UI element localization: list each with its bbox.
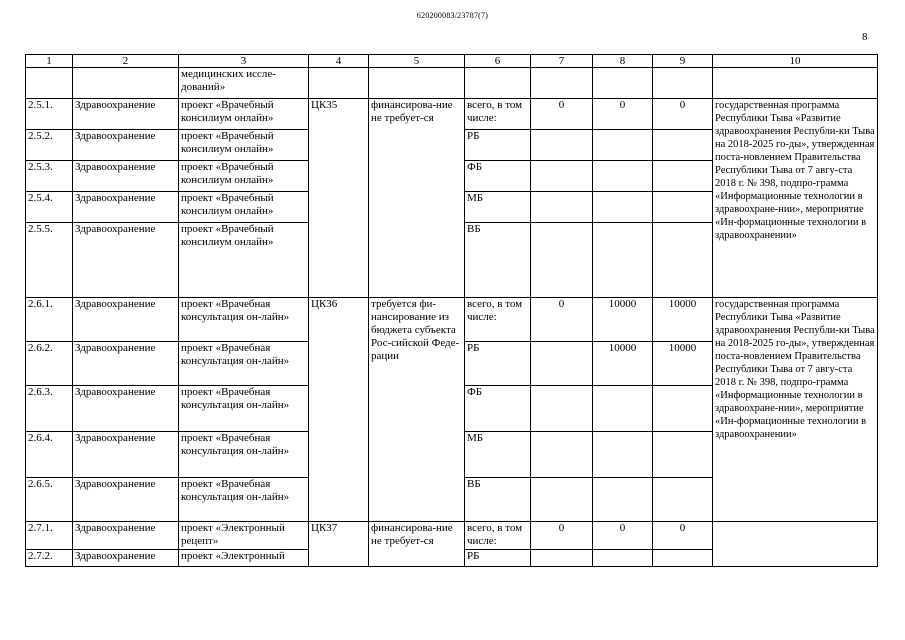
cell <box>713 68 878 99</box>
value-cell: 0 <box>593 522 653 550</box>
value-cell <box>653 130 713 161</box>
column-header: 8 <box>593 55 653 68</box>
value-cell: 0 <box>653 99 713 130</box>
column-header: 6 <box>465 55 531 68</box>
value-cell <box>531 192 593 223</box>
row-number: 2.6.2. <box>26 342 73 386</box>
source-cell: РБ <box>465 130 531 161</box>
cell <box>593 68 653 99</box>
project-cell: проект «Врачебный консилиум онлайн» <box>179 223 309 298</box>
value-cell: 10000 <box>593 342 653 386</box>
sector-cell: Здравоохранение <box>73 432 179 478</box>
program-cell: государственная программа Республики Тыва «Развитие здравоохранения Республи-ки Тыва на 2018-2025 го-ды», утвержденная поста-новлением Правительства Республики Тыва от 7 авгу-ста 2018 г. № 398, подпро-грамма «Информационные технологии в здравоохране-нии», мероприятие «Ин-формационные технологии в здравоохранении» <box>713 99 878 298</box>
value-cell <box>593 550 653 567</box>
value-cell <box>593 192 653 223</box>
target-code-cell: ЦК36 <box>309 298 369 522</box>
row-number: 2.7.1. <box>26 522 73 550</box>
sector-cell: Здравоохранение <box>73 386 179 432</box>
cell <box>653 68 713 99</box>
sector-cell: Здравоохранение <box>73 99 179 130</box>
source-cell: ВБ <box>465 223 531 298</box>
cell <box>73 68 179 99</box>
cell <box>26 68 73 99</box>
budget-table <box>25 54 878 567</box>
column-header: 3 <box>179 55 309 68</box>
target-code-cell: ЦК37 <box>309 522 369 567</box>
column-header: 10 <box>713 55 878 68</box>
financing-cell: финансирова-ние не требует-ся <box>369 99 465 298</box>
source-cell: МБ <box>465 432 531 478</box>
value-cell <box>593 386 653 432</box>
value-cell <box>593 130 653 161</box>
row-number: 2.6.1. <box>26 298 73 342</box>
sector-cell: Здравоохранение <box>73 478 179 522</box>
project-cell: проект «Врачебная консультация он-лайн» <box>179 342 309 386</box>
value-cell <box>593 223 653 298</box>
row-number: 2.5.5. <box>26 223 73 298</box>
source-cell: всего, в том числе: <box>465 522 531 550</box>
column-header: 7 <box>531 55 593 68</box>
sector-cell: Здравоохранение <box>73 342 179 386</box>
project-cell: проект «Врачебная консультация он-лайн» <box>179 386 309 432</box>
financing-cell: требуется фи-нансирование из бюджета субъекта Рос-сийской Феде-рации <box>369 298 465 522</box>
sector-cell: Здравоохранение <box>73 161 179 192</box>
column-header: 9 <box>653 55 713 68</box>
value-cell <box>531 161 593 192</box>
value-cell <box>531 223 593 298</box>
cell <box>465 68 531 99</box>
project-cell: медицинских иссле-дований» <box>179 68 309 99</box>
value-cell: 10000 <box>653 342 713 386</box>
value-cell: 0 <box>653 522 713 550</box>
value-cell <box>593 478 653 522</box>
sector-cell: Здравоохранение <box>73 522 179 550</box>
value-cell <box>531 342 593 386</box>
sector-cell: Здравоохранение <box>73 550 179 567</box>
row-number: 2.5.1. <box>26 99 73 130</box>
value-cell: 0 <box>531 298 593 342</box>
source-cell: ФБ <box>465 161 531 192</box>
program-cell: государственная программа Республики Тыва «Развитие здравоохранения Республи-ки Тыва на 2018-2025 го-ды», утвержденная поста-новлением Правительства Республики Тыва от 7 авгу-ста 2018 г. № 398, подпро-грамма «Информационные технологии в здравоохране-нии», мероприятие «Ин-формационные технологии в здравоохранении» <box>713 298 878 522</box>
value-cell <box>653 550 713 567</box>
sector-cell: Здравоохранение <box>73 223 179 298</box>
row-number: 2.5.3. <box>26 161 73 192</box>
table-row <box>26 298 878 342</box>
row-number: 2.5.2. <box>26 130 73 161</box>
column-header: 2 <box>73 55 179 68</box>
source-cell: РБ <box>465 550 531 567</box>
table-row <box>26 99 878 130</box>
row-number: 2.7.2. <box>26 550 73 567</box>
cell <box>531 68 593 99</box>
value-cell: 0 <box>531 99 593 130</box>
project-cell: проект «Врачебный консилиум онлайн» <box>179 192 309 223</box>
source-cell: РБ <box>465 342 531 386</box>
sector-cell: Здравоохранение <box>73 192 179 223</box>
value-cell <box>531 130 593 161</box>
value-cell <box>593 161 653 192</box>
financing-cell: финансирова-ние не требует-ся <box>369 522 465 567</box>
target-code-cell: ЦК35 <box>309 99 369 298</box>
source-cell: ФБ <box>465 386 531 432</box>
document-id: 620200083/23787(7) <box>416 11 489 20</box>
project-cell: проект «Врачебная консультация он-лайн» <box>179 298 309 342</box>
cell <box>309 68 369 99</box>
table-row <box>26 522 878 550</box>
project-cell: проект «Электронный рецепт» <box>179 522 309 550</box>
project-cell: проект «Врачебная консультация он-лайн» <box>179 432 309 478</box>
project-cell: проект «Электронный <box>179 550 309 567</box>
row-number: 2.6.3. <box>26 386 73 432</box>
column-header: 4 <box>309 55 369 68</box>
continuation-row <box>26 68 878 99</box>
column-header: 5 <box>369 55 465 68</box>
project-cell: проект «Врачебный консилиум онлайн» <box>179 161 309 192</box>
row-number: 2.5.4. <box>26 192 73 223</box>
value-cell <box>653 223 713 298</box>
column-header-row <box>26 55 878 68</box>
value-cell <box>653 192 713 223</box>
project-cell: проект «Врачебный консилиум онлайн» <box>179 130 309 161</box>
source-cell: всего, в том числе: <box>465 99 531 130</box>
program-cell <box>713 522 878 567</box>
source-cell: всего, в том числе: <box>465 298 531 342</box>
value-cell: 10000 <box>593 298 653 342</box>
value-cell <box>531 432 593 478</box>
value-cell: 0 <box>593 99 653 130</box>
value-cell <box>531 550 593 567</box>
value-cell <box>531 478 593 522</box>
value-cell <box>653 478 713 522</box>
value-cell <box>531 386 593 432</box>
page-number: 8 <box>862 31 868 43</box>
source-cell: МБ <box>465 192 531 223</box>
value-cell: 0 <box>531 522 593 550</box>
row-number: 2.6.5. <box>26 478 73 522</box>
cell <box>369 68 465 99</box>
value-cell <box>653 432 713 478</box>
project-cell: проект «Врачебный консилиум онлайн» <box>179 99 309 130</box>
value-cell <box>653 161 713 192</box>
value-cell: 10000 <box>653 298 713 342</box>
sector-cell: Здравоохранение <box>73 298 179 342</box>
sector-cell: Здравоохранение <box>73 130 179 161</box>
source-cell: ВБ <box>465 478 531 522</box>
column-header: 1 <box>26 55 73 68</box>
value-cell <box>593 432 653 478</box>
value-cell <box>653 386 713 432</box>
project-cell: проект «Врачебная консультация он-лайн» <box>179 478 309 522</box>
row-number: 2.6.4. <box>26 432 73 478</box>
